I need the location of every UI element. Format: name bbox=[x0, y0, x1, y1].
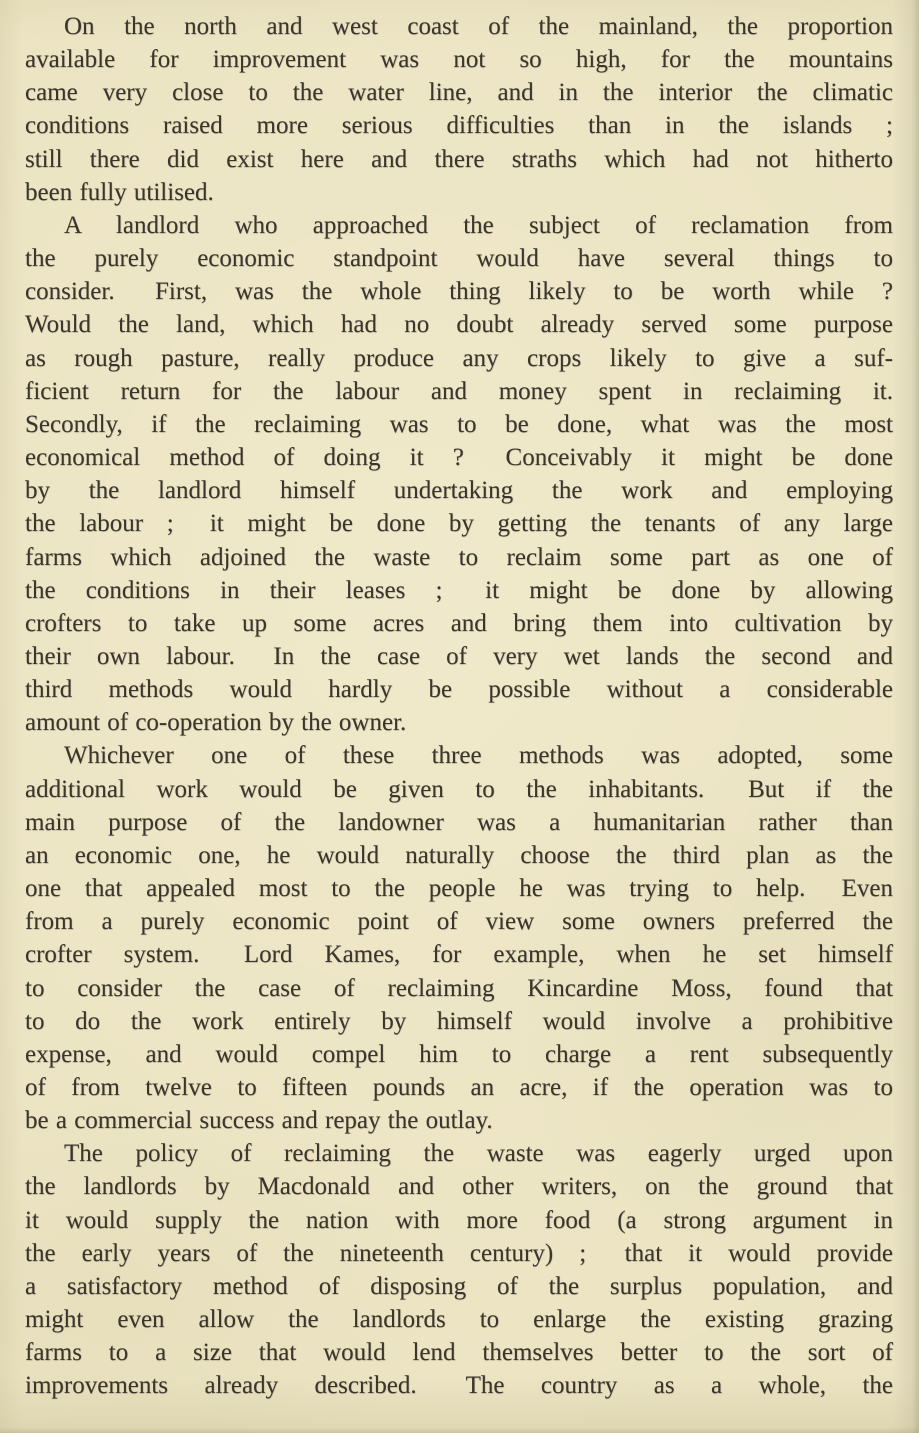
text-line: be a commercial success and repay the outlay. bbox=[25, 1107, 493, 1135]
text-line: by the landlord himself undertaking the work and employing bbox=[25, 477, 893, 505]
text-line: been fully utilised. bbox=[25, 178, 214, 206]
text-line: the landlords by Macdonald and other writers, on the ground that bbox=[25, 1173, 893, 1201]
text-line: came very close to the water line, and in the interior the climatic bbox=[25, 79, 893, 107]
paragraph bbox=[25, 1137, 893, 1402]
text-line: crofter system. Lord Kames, for example, when he set himself bbox=[25, 941, 893, 969]
text-line: Whichever one of these three methods was adopted, some bbox=[64, 742, 893, 770]
text-line: economical method of doing it ? Conceivably it might be done bbox=[25, 444, 893, 472]
page-bottom-edge-shadow bbox=[0, 1427, 919, 1433]
paragraph bbox=[25, 10, 893, 209]
text-line: ficient return for the labour and money spent in reclaiming it. bbox=[25, 377, 893, 405]
page-text bbox=[25, 10, 893, 1403]
text-line: consider. First, was the whole thing likely to be worth while ? bbox=[25, 278, 893, 306]
text-line: to do the work entirely by himself would involve a prohibitive bbox=[25, 1007, 893, 1035]
text-line: it would supply the nation with more food (a strong argument in bbox=[25, 1206, 893, 1234]
text-line: the labour ; it might be done by getting the tenants of any large bbox=[25, 510, 893, 538]
text-line: might even allow the landlords to enlarge the existing grazing bbox=[25, 1306, 893, 1334]
text-line: On the north and west coast of the mainland, the proportion bbox=[64, 13, 893, 40]
text-line: an economic one, he would naturally choose the third plan as the bbox=[25, 841, 893, 869]
text-line: a satisfactory method of disposing of the surplus population, and bbox=[25, 1272, 893, 1300]
text-line: the purely economic standpoint would have several things to bbox=[25, 245, 893, 273]
text-line: expense, and would compel him to charge a rent subsequently bbox=[25, 1040, 893, 1068]
text-line: A landlord who approached the subject of reclamation from bbox=[64, 211, 893, 239]
text-line: as rough pasture, really produce any crops likely to give a suf- bbox=[25, 344, 893, 372]
text-line: conditions raised more serious difficulties than in the islands ; bbox=[25, 112, 893, 140]
text-line: of from twelve to fifteen pounds an acre, if the operation was to bbox=[25, 1074, 893, 1101]
paragraph bbox=[25, 209, 893, 740]
text-line: still there did exist here and there straths which had not hitherto bbox=[25, 145, 893, 173]
text-line: third methods would hardly be possible without a considerable bbox=[25, 676, 893, 704]
text-line: additional work would be given to the inhabitants. But if the bbox=[25, 775, 893, 803]
text-line: Secondly, if the reclaiming was to be done, what was the most bbox=[25, 410, 893, 438]
text-line: farms to a size that would lend themselves better to the sort of bbox=[25, 1339, 893, 1367]
text-line: available for improvement was not so high, for the mountains bbox=[25, 46, 893, 74]
text-line: one that appealed most to the people he was trying to help. Even bbox=[25, 875, 893, 903]
text-line: main purpose of the landowner was a humanitarian rather than bbox=[25, 808, 893, 836]
text-line: improvements already described. The country as a whole, the bbox=[25, 1372, 893, 1400]
page-right-edge-shadow bbox=[912, 0, 919, 1433]
text-line: crofters to take up some acres and bring them into cultivation by bbox=[25, 609, 893, 637]
text-line: the conditions in their leases ; it might be done by allowing bbox=[25, 576, 893, 604]
text-line: farms which adjoined the waste to reclaim some part as one of bbox=[25, 543, 893, 571]
text-line: their own labour. In the case of very wet lands the second and bbox=[25, 642, 893, 670]
text-line: Would the land, which had no doubt already served some purpose bbox=[25, 311, 893, 339]
text-line: amount of co-operation by the owner. bbox=[25, 709, 407, 737]
text-line: The policy of reclaiming the waste was eagerly urged upon bbox=[64, 1140, 893, 1168]
text-line: from a purely economic point of view some owners preferred the bbox=[25, 908, 893, 936]
text-line: to consider the case of reclaiming Kincardine Moss, found that bbox=[25, 974, 893, 1002]
text-line: the early years of the nineteenth century) ; that it would provide bbox=[25, 1239, 893, 1267]
paragraph bbox=[25, 739, 893, 1137]
